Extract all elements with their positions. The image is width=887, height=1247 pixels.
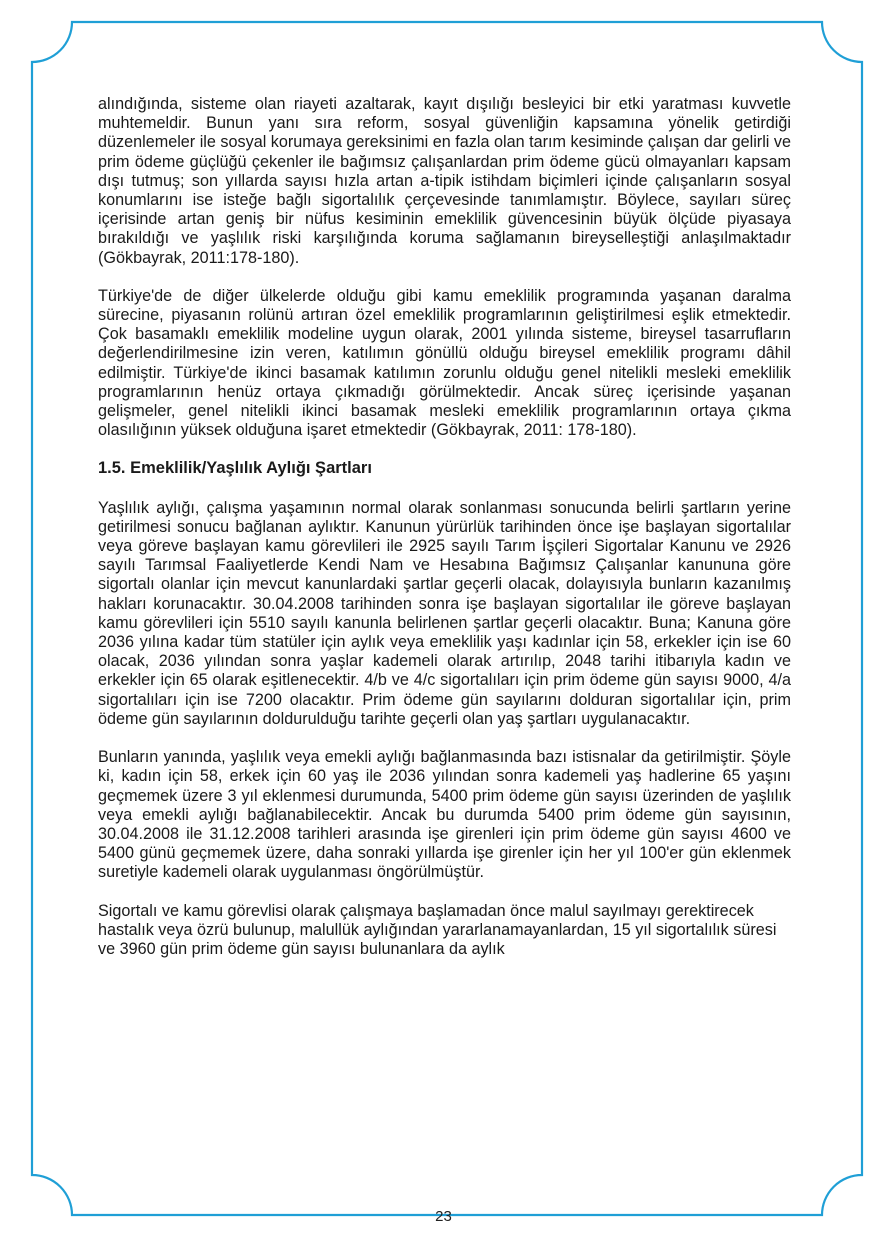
paragraph-exceptions: Bunların yanında, yaşlılık veya emekli aylığı bağlanmasında bazı istisnalar da getirilmiştir. Şöyle ki, kadın için 58, erkek için 60 yaş ile 2036 yılından sonra kademeli yaş hadlerine 65 yaşını geçmemek üzere 3 yıl eklenmesi durumunda, 5400 prim ödeme gün sayısı üzerinden de yaşlılık veya emekli aylığı bağlanabilecektir. Ancak bu durumda 5400 prim ödeme gün sayısının, 30.04.2008 ile 31.12.2008 tarihleri arasında işe girenleri için prim ödeme gün sayısı 4600 ve 5400 günü geçmemek üzere, daha sonraki yıllarda işe girenler için her yıl 100'er gün eklenmek suretiyle kademeli olarak uygulanması öngörülmüştür. <box>98 748 791 882</box>
paragraph-disability-continuation: Sigortalı ve kamu görevlisi olarak çalışmaya başlamadan önce malul sayılmayı gerektirecek hastalık veya özrü bulunup, malullük aylığından yararlanamayanlardan, 15 yıl sigortalılık süresi ve 3960 gün prim ödeme gün sayısı bulunanlara da aylık <box>98 901 777 958</box>
page-body <box>98 95 791 959</box>
paragraph-reform-effects: alındığında, sisteme olan riayeti azaltarak, kayıt dışılığı besleyici bir etki yaratması kuvvetle muhtemeldir. Bunun yanı sıra reform, sosyal güvenliğin kapsamına yönelik getirdiği düzenlemeler ile sosyal korumaya gereksinimi en fazla olan tarım kesiminde çalışan dar gelirli ve prim ödeme güçlüğü çekenler ile bağımsız çalışanlardan prim ödeme gücü olmayanları kapsam dışı tutmuş; son yıllarda sayısı hızla artan a-tipik istihdam biçimleri içinde çalışanların sosyal konumlarını ise isteğe bağlı sigortalılık çerçevesinde tanımlamıştır. Böylece, sayıları süreç içerisinde artan geniş bir nüfus kesiminin emeklilik güvencesinin büyük ölçüde piyasaya bırakıldığı ve yaşlılık riski karşılığında koruma sağlamanın bireyselleştiği anlaşılmaktadır (Gökbayrak, 2011:178-180). <box>98 95 791 267</box>
paragraph-turkey-private-pension: Türkiye'de de diğer ülkelerde olduğu gibi kamu emeklilik programında yaşanan daralma sürecine, piyasanın rolünü artıran özel emeklilik programlarının geliştirilmesi eşlik etmektedir. Çok basamaklı emeklilik modeline uygun olarak, 2001 yılında sisteme, bireysel tasarrufların değerlendirilmesine izin veren, katılımın gönüllü olduğu bireysel emeklilik programı dâhil edilmiştir. Türkiye'de ikinci basamak katılımın zorunlu olduğu genel nitelikli mesleki emeklilik programlarının henüz ortaya çıkmadığı görülmektedir. Ancak süreç içerisinde yaşanan gelişmeler, genel nitelikli ikinci basamak mesleki emeklilik programlarının ortaya çıkma olasılığının yüksek olduğuna işaret etmektedir (Gökbayrak, 2011: 178-180). <box>98 286 791 440</box>
paragraph-old-age-pension-conditions: Yaşlılık aylığı, çalışma yaşamının normal olarak sonlanması sonucunda belirli şartların yerine getirilmesi sonucu bağlanan aylıktır. Kanunun yürürlük tarihinden önce işe başlayan sigortalılar veya göreve başlayan kamu görevlileri ile 2925 sayılı Tarım İşçileri Sigortalar Kanunu ve 2926 sayılı Tarımsal Faaliyetlerde Kendi Nam ve Hesabına Bağımsız Çalışanlar kanununa göre sigortalı olanlar için mevcut kanunlardaki şartlar geçerli olacak, dolayısıyla bunların kazanılmış hakları korunacaktır. 30.04.2008 tarihinden sonra işe başlayan sigortalılar ile göreve başlayan kamu görevlileri için 5510 sayılı kanunla belirlenen şartlar geçerli olacaktır. Buna; Kanuna göre 2036 yılına kadar tüm statüler için aylık veya emeklilik yaşı kadınlar için 58, erkekler için ise 60 olacak, 2036 yılından sonra yaşlar kademeli olarak artırılıp, 2048 tarihi itibarıyla kadın ve erkekler için 65 olarak eşitlenecektir. 4/b ve 4/c sigortalıları için prim ödeme gün sayısı 9000, 4/a sigortalıları için ise 7200 olacaktır. Prim ödeme gün sayılarını dolduran sigortalılar için, prim ödeme gün sayılarının doldurulduğu tarihte geçerli olan yaş şartları uygulanacaktır. <box>98 498 791 728</box>
page-number: 23 <box>435 1208 452 1225</box>
section-heading: 1.5. Emeklilik/Yaşlılık Aylığı Şartları <box>98 459 372 478</box>
